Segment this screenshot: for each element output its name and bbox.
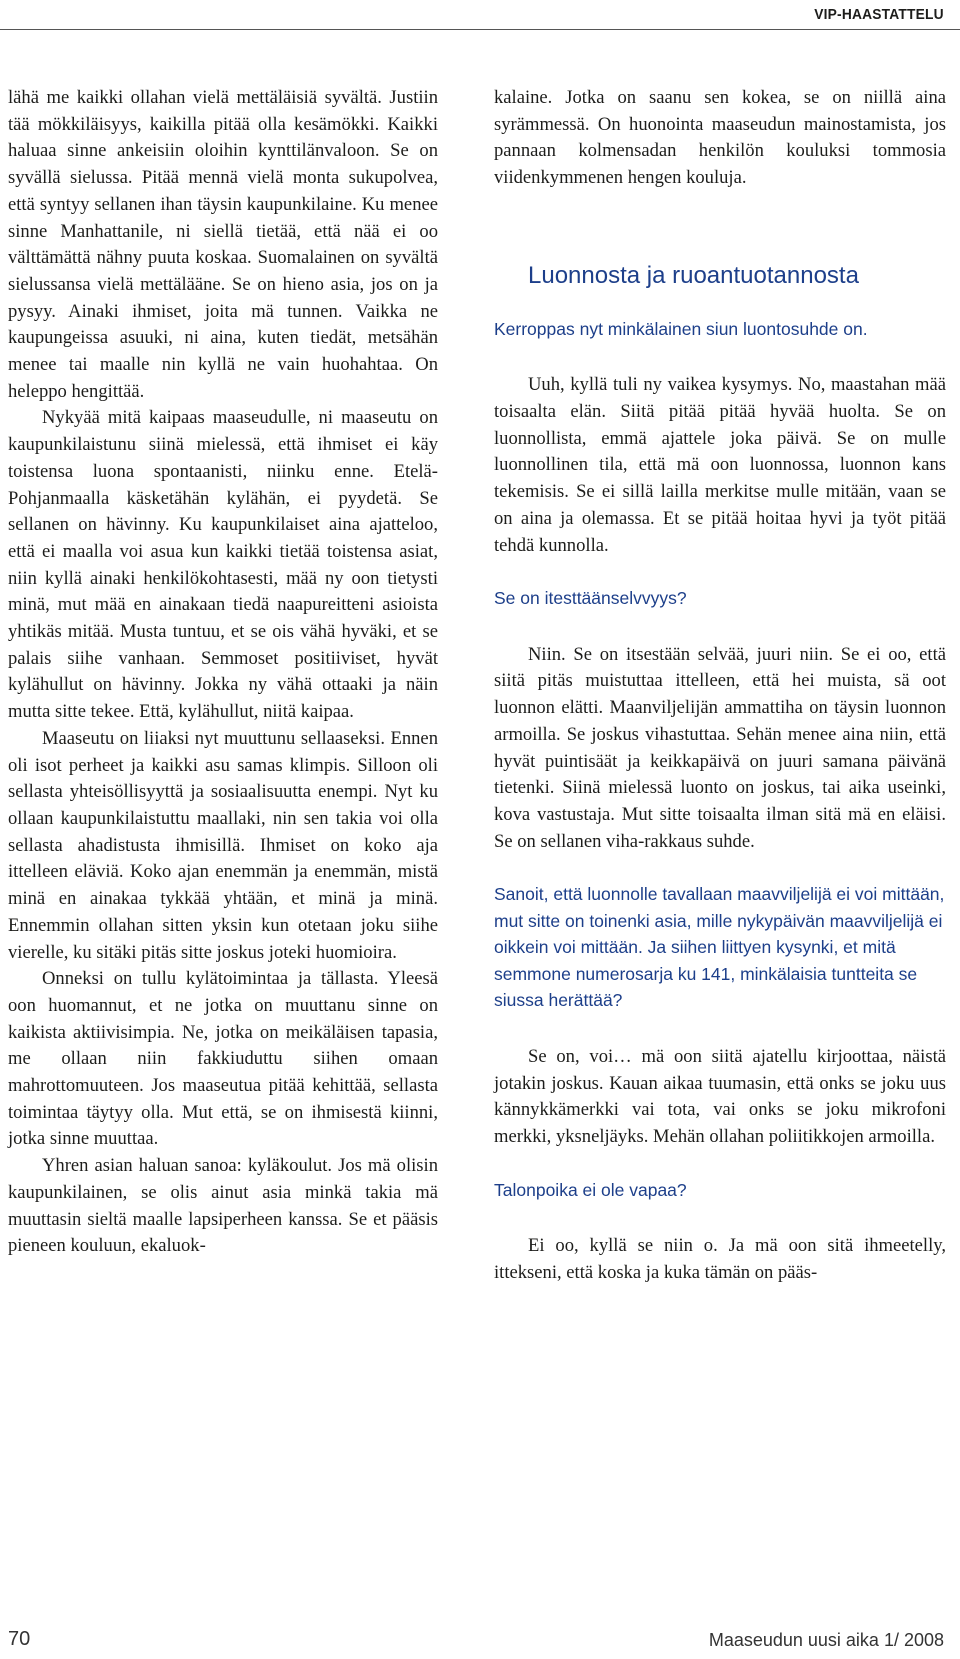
- left-paragraph-4: Onneksi on tullu kylätoimintaa ja tällasta. Yleesä oon huomannut, et ne jotka on muuttanu sinne on kaikista aktiivisimpia. Ne, jotka on meikäläisen tapasia, me ollaan niin fakkiuduttu siihen omaan mahrottomuuteen. Jos maaseutua pitää kehittää, sellasta toimintaa täytyy olla. Mut että, se on ihmisestä kiinni, jotka sinne muuttaa.: [8, 968, 438, 1150]
- interview-question-1: Kerroppas nyt minkälainen siun luontosuhde on.: [494, 318, 868, 339]
- section-heading: Luonnosta ja ruoantuotannosta: [528, 261, 859, 289]
- left-paragraph-5: Yhren asian haluan sanoa: kyläkoulut. Jos mä olisin kaupunkilainen, se olis ainut asia minkä takia mä muuttasin sieltä maalle lapsiperheen kanssa. Se et pääsis pieneen kouluun, ekaluok-: [8, 1155, 438, 1257]
- publication-name: Maaseudun uusi aika 1/ 2008: [708, 1630, 944, 1650]
- left-paragraph-2: Nykyää mitä kaipaas maaseudulle, ni maaseutu on kaupunkilaistunu siinä mielessä, että ihmiset ei käy toistensa luona spontaanisti, niinku enne. Etelä-Pohjanmaalla käsketähän kylähän, ei pyydetä. Se sellanen on hävinny. Ku kaupunkilaiset aina ajatteloo, että ei maalla voi asua kun kaikki tietää toistensa asiat, niin kyllä ainaki henkilökohtasesti, mää ny oon tietysti minä, mut mää en ainakaan tiedä naapureitteni asioista yhtikäs mitää. Musta tuntuu, et se ois vähä hyväki, et se palais siihe vanhaan. Semmoset positiiviset, hyvät kylähullut on hävinny. Jokka ny vähä ottaaki ja näin mutta sitte tekee. Että, kylähullut, niitä kaipaa.: [8, 407, 438, 723]
- right-column: [494, 85, 946, 1287]
- interview-answer-2: Niin. Se on itsestään selvää, juuri niin. Se ei oo, että siitä pitäs muistuttaa ittelleen, että hei muista, sä oot luonnon elätti. Maanviljelijän ammattiha on täysin luonnon armoilla. Se joskus vihastuttaa. Sehän menee aina niin, että hyvät puintisäät ja keikkapäivä on juuri samana päivänä tietenki. Siinä mielessä luonto on joskus, tai aika useinki, kova vastustaja. Mut sitte toisaalta ilman sitä mä en eläisi. Se on sellanen viha-rakkaus suhde.: [494, 643, 946, 852]
- interview-question-2: Se on itesttäänselvvyys?: [494, 588, 687, 609]
- interview-question-3: Sanoit, että luonnolle tavallaan maavviljelijä ei voi mittään, mut sitte on toinenki asia, mille nykypäivän maavviljelijä ei oikkein voi mittään. Ja siihen liittyen kysynki, et mitä semmone numerosarja ku 141, minkälaisia tuntteita se siussa herättää?: [494, 884, 945, 1011]
- header-divider: [0, 29, 960, 30]
- interview-answer-4: Ei oo, kyllä se niin o. Ja mä oon sitä ihmeetelly, ittekseni, että koska ja kuka tämän on pääs-: [494, 1235, 946, 1283]
- left-column: [8, 85, 438, 1260]
- right-continuation-paragraph: kalaine. Jotka on saanu sen kokea, se on niillä aina syrämmessä. On huonointa maaseudun mainostamista, jos pannaan kolmensadan henkilön kouluksi tommosia viidenkymmenen hengen kouluja.: [494, 87, 946, 189]
- interview-question-4: Talonpoika ei ole vapaa?: [494, 1179, 687, 1200]
- section-header-title: VIP-HAASTATTELU: [814, 6, 944, 23]
- interview-answer-1: Uuh, kyllä tuli ny vaikea kysymys. No, maastahan mää toisaalta elän. Siitä pitää pitää hyvää huolta. Se on luonnollista, emmä ajattele joka päivä. Se on mulle luonnollinen tila, että mä oon luonnossa, luonnon kans tekemisis. Se ei sillä lailla merkitse mulle mitään, vaan se on aina ja olemassa. Et se pitää hoitaa hyvi ja työt pitää tehdä kunnolla.: [494, 374, 946, 556]
- page-number: 70: [8, 1628, 31, 1650]
- left-paragraph-3: Maaseutu on liiaksi nyt muuttunu sellaaseksi. Ennen oli isot perheet ja kaikki asu samas klimpis. Silloon oli sellasta yhteisöllisyyttä ja sosiaalisuutta enempi. Nyt ku ollaan kaupunkilaistuttu maallaki, nin sen takia voi olla sellasta ahadistusta ihmisillä. Ihmiset on koko aja ittelleen eläviä. Koko ajan enemmän ja enemmän, mistä minä en ainakaa tykkää yhtään, et minä ja minä. Ennemmin ollahan sitten yksin kun otetaan joku siihe vierelle, ku sitäki pitäs sitte joskus joteki huomioira.: [8, 727, 438, 963]
- interview-answer-3: Se on, voi… mä oon siitä ajatellu kirjoottaa, näistä jotakin joskus. Kauan aikaa tuumasin, että onks se joku uus kännykkämerkki vai tota, vai onks se joku mikrofoni merkki, yksneljäyks. Mehän ollahan poliitikkojen armoilla.: [494, 1045, 946, 1147]
- left-paragraph-1: lähä me kaikki ollahan vielä mettäläisiä syvältä. Justiin tää mökkiläisyys, kaikilla pitää olla kesämökki. Kaikki haluaa sinne ankeisiin oloihin kynttilänvaloon. Se on syvällä sielussa. Pitää mennä vielä monta sukupolvea, että syntyy sellanen ihan täysin kaupunkilaine. Ku menee sinne Manhattanile, ni siellä tietää, että nää ei oo välttämättä nähny puuta koskaa. Suomalainen on syvältä sielussansa vielä mettälääne. Se on hieno asia, jos on ja pysyy. Ainaki ihmiset, joita mä tunnen. Vaikka ne kaupungeissa asuuki, ni aina, kuten tiedät, metsähän menee tai maalle nin kyllä ne vain huohahtaa. On heleppo hengittää.: [8, 87, 438, 402]
